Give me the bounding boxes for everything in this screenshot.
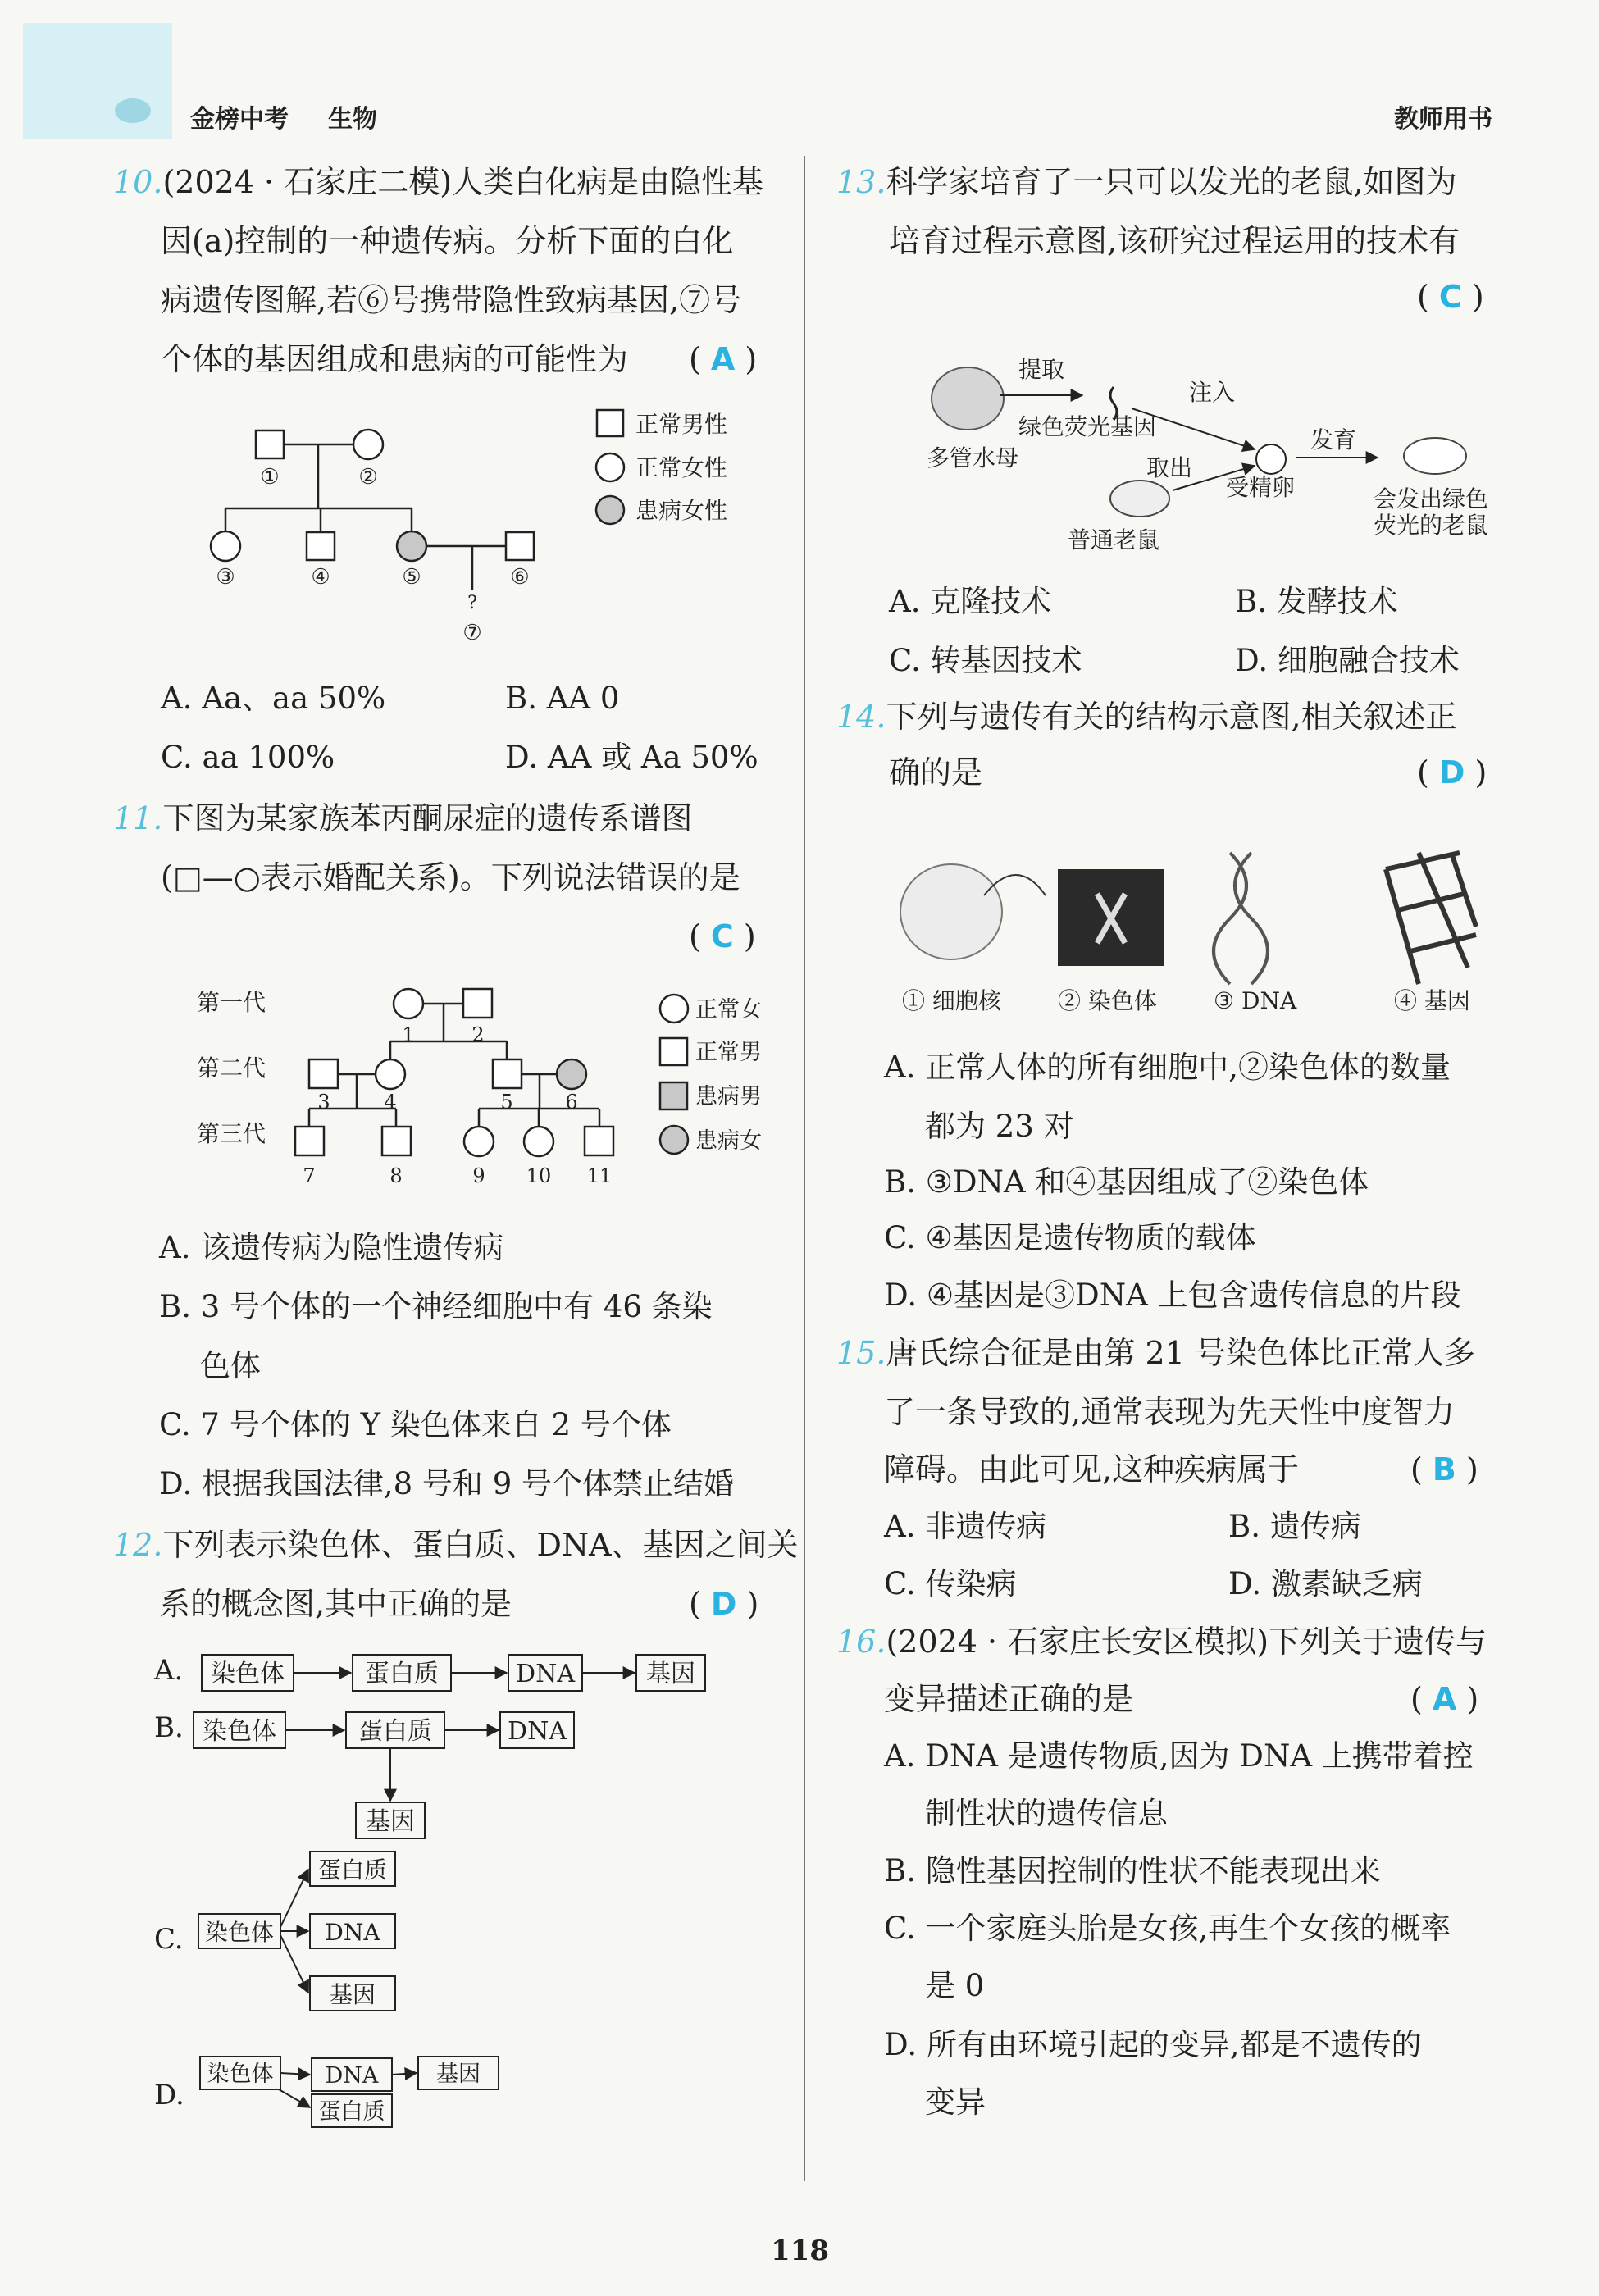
header-book: 金榜中考 (190, 105, 289, 134)
answer-16: ( A ) (1410, 1681, 1479, 1717)
svg-text:蛋白质: 蛋白质 (358, 1717, 432, 1746)
svg-text:荧光的老鼠: 荧光的老鼠 (1374, 512, 1489, 539)
node-4 (307, 532, 335, 560)
svg-text:正常女性: 正常女性 (636, 454, 728, 481)
svg-text:染色体: 染色体 (204, 1919, 275, 1946)
node-5 (397, 531, 426, 561)
svg-text:患病女: 患病女 (695, 1128, 762, 1154)
svg-text:DNA: DNA (325, 1919, 380, 1946)
question-13: 13.科学家培育了一只可以发光的老鼠,如图为 (836, 164, 1457, 200)
svg-text:发育: 发育 (1310, 426, 1357, 453)
svg-text:C.: C. (154, 1923, 184, 1956)
svg-text:正常男性: 正常男性 (636, 411, 728, 438)
glowing-mouse-icon (1404, 438, 1466, 474)
pedigree-pku (164, 968, 787, 1214)
svg-text:DNA: DNA (516, 1660, 575, 1688)
egg-icon (1256, 444, 1286, 474)
column-divider (804, 156, 805, 2181)
svg-text:基因: 基因 (329, 1981, 376, 2008)
svg-text:注入: 注入 (1189, 379, 1236, 406)
svg-text:正常女: 正常女 (695, 997, 762, 1023)
svg-text:3: 3 (317, 1091, 330, 1114)
concept-maps (148, 1640, 787, 2165)
svg-text:普通老鼠: 普通老鼠 (1068, 526, 1160, 554)
logo-icon (115, 98, 151, 123)
svg-text:③ DNA: ③ DNA (1214, 987, 1297, 1014)
svg-text:基因: 基因 (366, 1807, 415, 1836)
pedigree-albinism (164, 394, 787, 656)
header-subject: 生物 (328, 105, 377, 134)
cell-nucleus-icon (900, 864, 1002, 959)
answer-10: ( A ) (689, 341, 758, 377)
svg-text:第二代: 第二代 (197, 1055, 266, 1082)
svg-text:④ 基因: ④ 基因 (1394, 987, 1470, 1014)
svg-text:会发出绿色: 会发出绿色 (1374, 485, 1489, 512)
svg-text:取出: 取出 (1146, 454, 1193, 481)
svg-text:提取: 提取 (1018, 356, 1065, 383)
svg-text:2: 2 (472, 1023, 485, 1046)
svg-text:5: 5 (500, 1091, 513, 1114)
svg-text:6: 6 (565, 1091, 578, 1114)
svg-text:基因: 基因 (436, 2061, 481, 2087)
answer-14: ( D ) (1417, 754, 1487, 790)
answer-13: ( C ) (1417, 279, 1484, 315)
svg-text:正常男: 正常男 (695, 1040, 762, 1065)
jellyfish-icon (932, 367, 1004, 430)
node-1 (256, 430, 284, 458)
svg-text:DNA: DNA (508, 1717, 567, 1746)
page-number: 118 (771, 2234, 829, 2267)
svg-text:11: 11 (586, 1164, 613, 1187)
svg-text:4: 4 (384, 1091, 397, 1114)
svg-text:DNA: DNA (325, 2063, 379, 2089)
node-6 (506, 532, 534, 560)
svg-text:受精卵: 受精卵 (1226, 474, 1296, 501)
svg-text:染色体: 染色体 (203, 1717, 276, 1746)
gene-segment-icon (1386, 853, 1476, 984)
question-11: 11.下图为某家族苯丙酮尿症的遗传系谱图 (113, 800, 693, 836)
question-14: 14.下列与遗传有关的结构示意图,相关叙述正 (836, 699, 1457, 735)
svg-text:D.: D. (154, 2079, 184, 2112)
svg-text:染色体: 染色体 (211, 1660, 285, 1688)
genetic-structures (894, 836, 1550, 1017)
svg-text:①: ① (260, 465, 280, 490)
svg-text:②: ② (358, 465, 378, 490)
svg-text:③: ③ (216, 565, 235, 590)
svg-text:第三代: 第三代 (197, 1120, 266, 1147)
svg-text:染色体: 染色体 (207, 2061, 274, 2087)
dna-icon (1214, 853, 1268, 984)
svg-text:② 染色体: ② 染色体 (1058, 987, 1157, 1014)
svg-text:⑦: ⑦ (462, 621, 482, 645)
header-edition: 教师用书 (1394, 105, 1492, 134)
svg-text:第一代: 第一代 (197, 989, 266, 1016)
answer-12: ( D ) (689, 1586, 759, 1622)
svg-text:绿色荧光基因: 绿色荧光基因 (1018, 413, 1157, 440)
node-3 (211, 531, 240, 561)
svg-text:1: 1 (402, 1023, 415, 1046)
svg-text:患病男: 患病男 (695, 1084, 762, 1109)
glowing-mouse-diagram (910, 335, 1533, 572)
answer-11: ( C ) (689, 918, 756, 954)
corner-decoration (23, 23, 172, 139)
svg-text:10: 10 (526, 1164, 552, 1187)
svg-text:基因: 基因 (646, 1660, 695, 1688)
svg-text:蛋白质: 蛋白质 (317, 1856, 388, 1884)
question-15: 15.唐氏综合征是由第 21 号染色体比正常人多 (836, 1335, 1475, 1371)
question-16: 16.(2024 · 石家庄长安区模拟)下列关于遗传与 (836, 1624, 1487, 1660)
svg-text:蛋白质: 蛋白质 (365, 1660, 439, 1688)
svg-text:患病女性: 患病女性 (636, 497, 728, 524)
svg-text:A.: A. (154, 1654, 184, 1687)
question-12: 12.下列表示染色体、蛋白质、DNA、基因之间关 (113, 1527, 799, 1563)
svg-text:① 细胞核: ① 细胞核 (902, 987, 1001, 1014)
svg-text:8: 8 (390, 1164, 403, 1187)
svg-text:7: 7 (303, 1164, 316, 1187)
svg-text:9: 9 (472, 1164, 485, 1187)
question-number: 10. (113, 164, 163, 200)
svg-text:④: ④ (311, 565, 330, 590)
svg-text:多管水母: 多管水母 (927, 444, 1019, 472)
svg-text:⑤: ⑤ (402, 565, 421, 590)
svg-text:⑥: ⑥ (510, 565, 530, 590)
node-2 (353, 430, 383, 459)
svg-text:B.: B. (154, 1711, 184, 1744)
svg-text:蛋白质: 蛋白质 (318, 2099, 385, 2125)
mouse-icon (1110, 481, 1169, 517)
question-10: 10.(2024 · 石家庄二模)人类白化病是由隐性基 (113, 164, 764, 200)
answer-15: ( B ) (1410, 1451, 1478, 1487)
svg-text:?: ? (467, 593, 477, 613)
